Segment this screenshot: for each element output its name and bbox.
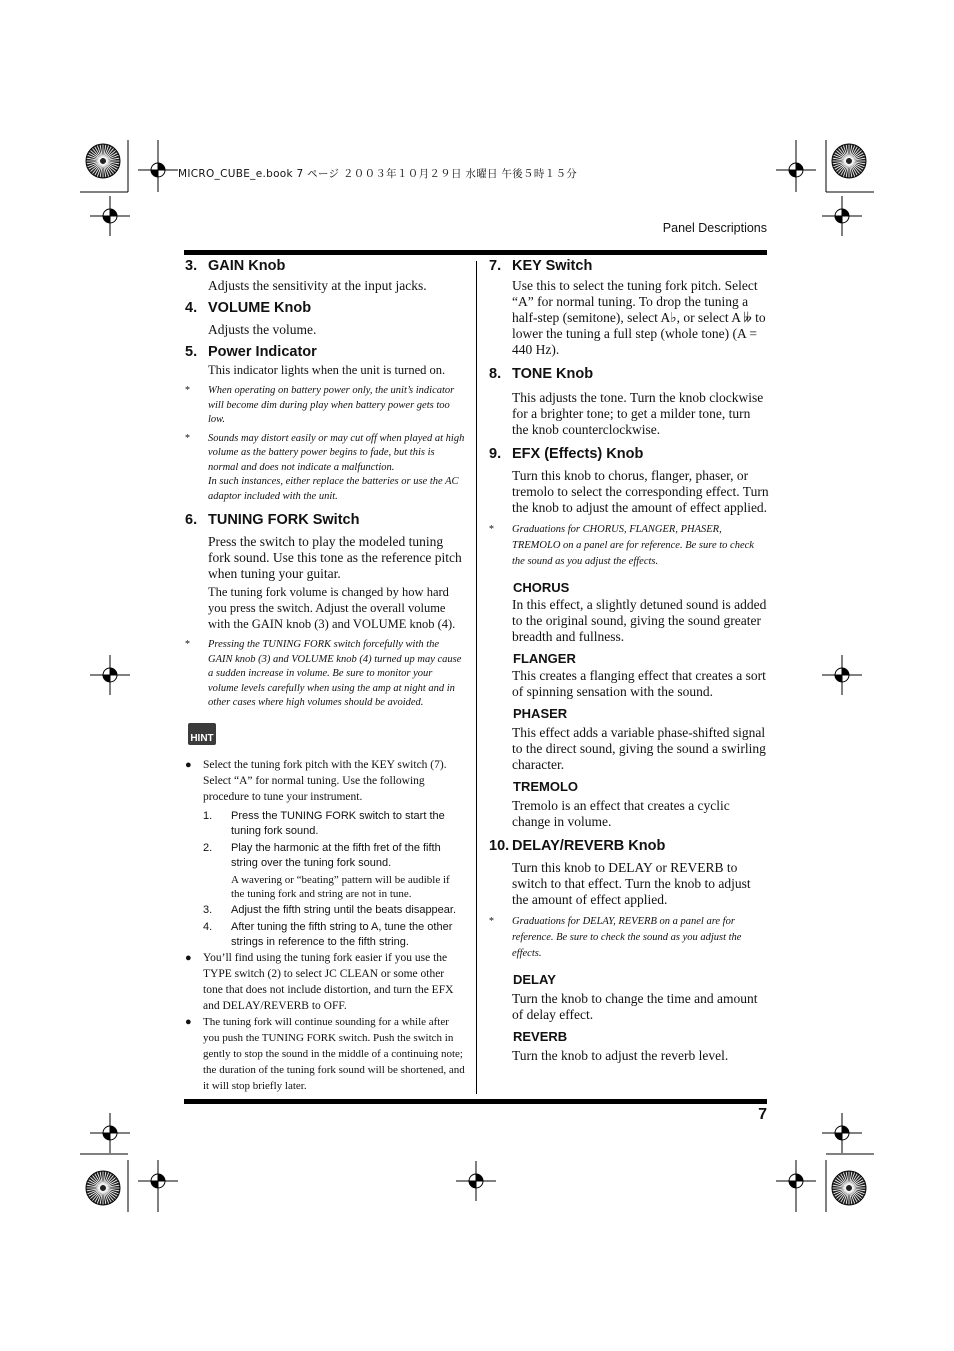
section-body: This indicator lights when the unit is turned on.: [208, 363, 446, 377]
sub-body: Turn the knob to adjust the reverb level.: [512, 1048, 729, 1063]
bottom-rule: [184, 1099, 767, 1104]
right-column: [489, 258, 769, 1064]
starburst-icon: [832, 144, 866, 178]
sub-body: Turn the knob to change the time and amount of delay effect.: [512, 991, 758, 1022]
step-item: 4. After tuning the fifth string to A, tune the other strings in reference to the fifth string.: [203, 920, 453, 948]
step-item: 3. Adjust the fifth string until the beats disappear.: [203, 903, 457, 916]
registration-target-icon: [456, 1161, 496, 1201]
section-body: Press the switch to play the modeled tuning fork sound. Use this tone as the reference pitch when tuning your guitar.: [208, 534, 462, 581]
step-note: A wavering or “beating” pattern will be audible if the tuning fork and string are not in tune.: [231, 873, 450, 900]
hint-bullet: ● You’ll find using the tuning fork easier if you use the TYPE switch (2) to select JC CLEAN or some other tone that does not include distortion, and turn the EFX and DELAY/REVERB to OFF.: [185, 951, 454, 1012]
hint-bullet: ● Select the tuning fork pitch with the KEY switch (7). Select “A” for normal tuning. Use the following procedure to tune your instrument.: [185, 758, 447, 803]
registration-target-icon: [776, 1161, 816, 1201]
sub-heading: CHORUS: [513, 580, 570, 595]
note: * Graduations for DELAY, REVERB on a panel are for reference. Be sure to check the sound as you adjust the effects.: [489, 916, 742, 959]
starburst-icon: [86, 1171, 120, 1205]
registration-target-icon: [138, 1161, 178, 1201]
registration-target-icon: [822, 196, 862, 236]
section-body: Turn this knob to DELAY or REVERB to switch to that effect. Turn the knob to adjust the amount of effect applied.: [512, 860, 751, 907]
sub-heading: FLANGER: [513, 651, 576, 666]
section-heading: 3. GAIN Knob: [185, 258, 286, 274]
registration-target-icon: [776, 150, 816, 190]
section-body: Adjusts the volume.: [208, 322, 317, 337]
step-item: 2. Play the harmonic at the fifth fret of the fifth string over the tuning fork sound.: [203, 841, 441, 869]
page-number: 7: [758, 1106, 767, 1123]
section-heading: 9. EFX (Effects) Knob: [489, 446, 644, 462]
starburst-icon: [832, 1171, 866, 1205]
section-heading: 8. TONE Knob: [489, 366, 594, 382]
note: * Sounds may distort easily or may cut off when played at high volume as the battery power begins to fade, but this is normal and does not indicate a malfunction. In such instances, either replace the batteries or use the AC adaptor included with the unit.: [185, 432, 465, 502]
section-body: Adjusts the sensitivity at the input jacks.: [208, 278, 427, 293]
section-heading: 10. DELAY/REVERB Knob: [489, 838, 666, 854]
note: * Graduations for CHORUS, FLANGER, PHASER, TREMOLO on a panel are for reference. Be sure to check the sound as you adjust the effects.: [489, 524, 754, 567]
sub-body: This effect adds a variable phase-shifted signal to the direct sound, giving the sound a swirling character.: [512, 725, 766, 772]
starburst-icon: [86, 144, 120, 178]
section-heading: 4. VOLUME Knob: [185, 300, 312, 316]
left-column: [185, 258, 465, 1094]
section-body: The tuning fork volume is changed by how hard you press the switch. Adjust the overall volume with the GAIN knob (3) and VOLUME knob (4).: [208, 585, 456, 631]
registration-target-icon: [90, 196, 130, 236]
print-header: MICRO_CUBE_e.book 7 ページ ２００３年１０月２９日 水曜日 午後５時１５分: [178, 168, 578, 180]
hint-badge: HINT: [188, 723, 216, 745]
running-head: Panel Descriptions: [662, 221, 767, 235]
hint-bullet: ● The tuning fork will continue sounding for a while after you push the TUNING FORK switch. Push the switch in gently to stop the sound in the middle of a continuing note; the duration of the tuning fork sound will be shortened, and it will stop briefly later.: [185, 1015, 465, 1092]
note: * When operating on battery power only, the unit’s indicator will become dim during play when battery power gets too low.: [185, 385, 455, 425]
note: * Pressing the TUNING FORK switch forcefully with the GAIN knob (3) and VOLUME knob (4) turned up may cause a sudden increase in volume. Be sure to monitor your volume levels carefully when using the amp at night and in other cases where high volumes should be avoided.: [185, 639, 462, 708]
section-body: This adjusts the tone. Turn the knob clockwise for a brighter tone; to get a milder tone, turn the knob counterclockwise.: [512, 390, 764, 437]
sub-heading: REVERB: [513, 1029, 568, 1044]
section-body: Use this to select the tuning fork pitch. Select “A” for normal tuning. To drop the tuning a half-step (semitone), select A♭, or select A 𝄫 to lower the tuning a full step (whole tone) (A = 440 Hz).: [512, 278, 766, 357]
section-heading: 5. Power Indicator: [185, 344, 317, 360]
section-heading: 6. TUNING FORK Switch: [185, 512, 360, 528]
registration-target-icon: [138, 150, 178, 190]
registration-target-icon: [822, 655, 862, 695]
column-divider: [476, 261, 477, 1094]
sub-heading: DELAY: [513, 972, 556, 987]
registration-target-icon: [90, 655, 130, 695]
sub-body: This creates a flanging effect that creates a sort of spinning sensation with the sound.: [512, 668, 766, 699]
section-body: Turn this knob to chorus, flanger, phaser, or tremolo to select the corresponding effect. Turn the knob to adjust the amount of effect applied.: [512, 468, 769, 515]
section-heading: 7. KEY Switch: [489, 258, 593, 274]
registration-target-icon: [822, 1113, 862, 1153]
top-rule: [184, 250, 767, 255]
sub-body: In this effect, a slightly detuned sound is added to the original sound, giving the sound greater breadth and fullness.: [512, 597, 767, 644]
step-item: 1. Press the TUNING FORK switch to start the tuning fork sound.: [203, 809, 445, 837]
sub-heading: PHASER: [513, 706, 568, 721]
registration-target-icon: [90, 1113, 130, 1153]
sub-body: Tremolo is an effect that creates a cyclic change in volume.: [512, 798, 730, 829]
sub-heading: TREMOLO: [513, 779, 578, 794]
